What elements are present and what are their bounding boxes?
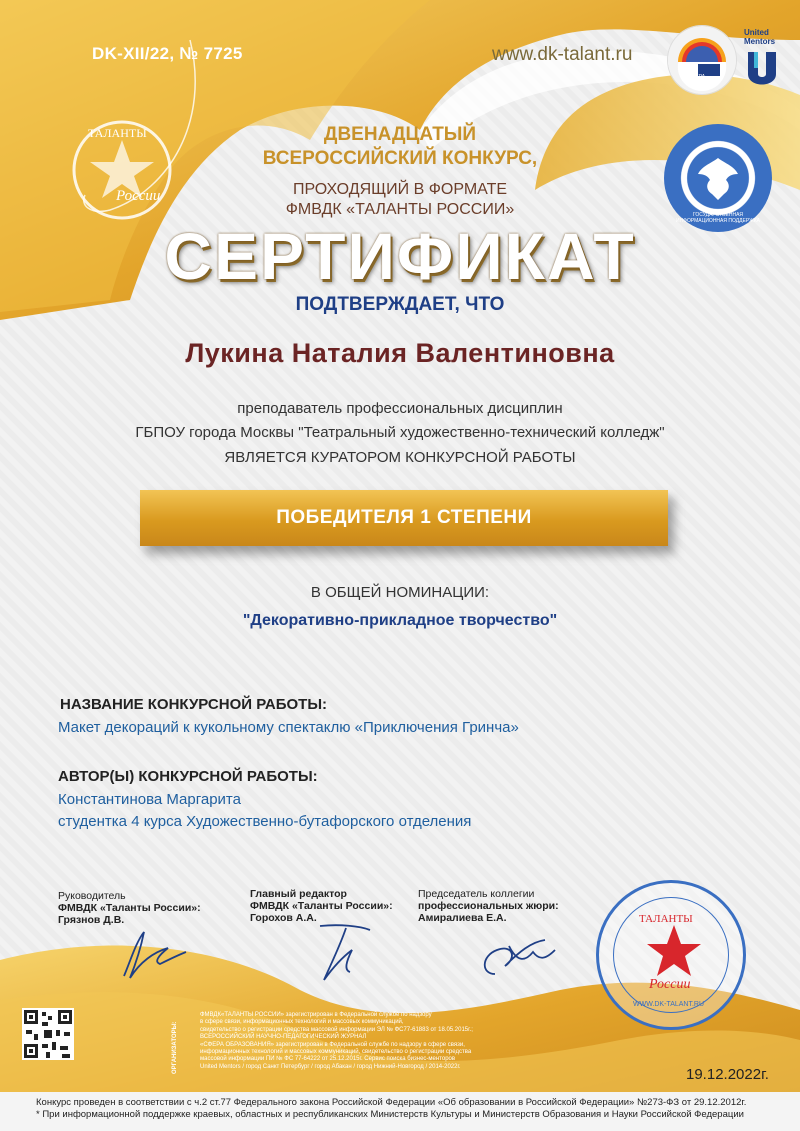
work-title-label: НАЗВАНИЕ КОНКУРСНОЙ РАБОТЫ: — [60, 696, 328, 713]
united-label: United — [744, 28, 769, 37]
sig1-org: ФМВДК «Таланты России»: — [58, 902, 201, 914]
sig3-role: Председатель коллегии — [418, 888, 535, 900]
talanty-logo-text-bottom: России — [116, 188, 161, 204]
author-name: Константинова Маргарита — [58, 791, 241, 808]
confirms-text: ПОДТВЕРЖДАЕТ, ЧТО — [295, 294, 505, 315]
legal-line: ВСЕРОССИЙСКИЙ НАУЧНО-ПЕДАГОГИЧЕСКИЙ ЖУРНАЛ — [200, 1034, 367, 1041]
recipient-position: преподаватель профессиональных дисциплин — [237, 400, 563, 417]
official-stamp — [596, 880, 746, 1030]
um-icon — [744, 48, 780, 90]
legal-text — [200, 1012, 520, 1071]
footer-law: Конкурс проведен в соответствии с ч.2 ст.77 Федерального закона Российской Федерации «Об образовании в Российской Федерации» №273-ФЗ от 29.12.2012г. — [36, 1097, 747, 1108]
sig1-person: Грязнов Д.В. — [58, 914, 125, 926]
nomination-value: "Декоративно-прикладное творчество" — [242, 612, 558, 629]
organizers-label: ОРГАНИЗАТОРЫ: — [172, 1021, 178, 1074]
footer-support: * При информационной поддержке краевых, областных и республиканских Министерств Культуры и Министерств Образования и Науки Российской Федерации — [36, 1109, 744, 1120]
nomination-label: В ОБЩЕЙ НОМИНАЦИИ: — [310, 584, 490, 601]
legal-line: информационных технологий и массовых коммуникаций, свидетельство о регистрации средства — [200, 1049, 472, 1056]
sfera-label: СФЕРА образования — [688, 74, 718, 86]
signature-block-1 — [58, 890, 201, 926]
recipient-organization: ГБПОУ города Москвы "Театральный художественно-технический колледж" — [135, 424, 665, 441]
gov-support-text: ГОСУДАРСТВЕННАЯ ИНФОРМАЦИОННАЯ ПОДДЕРЖКА — [675, 212, 761, 224]
issue-date: 19.12.2022г. — [686, 1066, 769, 1083]
stamp-star-icon — [643, 921, 705, 983]
qr-code[interactable] — [22, 1008, 74, 1060]
author-info: студентка 4 курса Художественно-бутафорского отделения — [58, 813, 472, 830]
stamp-text-top: ТАЛАНТЫ — [639, 913, 693, 925]
legal-line: массовой информации ПИ № ФС 77-64222 от 25.12.2015г. Сервис поиска бизнес-менторов — [200, 1056, 456, 1063]
work-title-value: Макет декораций к кукольному спектаклю «Приключения Гринча» — [58, 719, 519, 736]
talanty-logo-text-top: ТАЛАНТЫ — [88, 126, 147, 140]
signature-scribble-3 — [455, 922, 565, 982]
recipient-role: ЯВЛЯЕТСЯ КУРАТОРОМ КОНКУРСНОЙ РАБОТЫ — [224, 449, 576, 466]
legal-line: United Mentors / город Санкт Петербург / город Абакан / город Нижний-Новгород / 2014-2022г. — [200, 1063, 461, 1070]
certificate-title: СЕРТИФИКАТ — [164, 219, 636, 293]
legal-line: ФМВДК«ТАЛАНТЫ РОССИИ» зарегистрирован в Федеральной службе по надзору — [200, 1012, 432, 1018]
contest-format: ПРОХОДЯЩИЙ В ФОРМАТЕ — [292, 181, 508, 198]
certificate-serial: DK-XII/22, № 7725 — [92, 44, 243, 63]
sig1-role: Руководитель — [58, 890, 126, 902]
sig2-org: ФМВДК «Таланты России»: — [250, 900, 393, 912]
sig2-role: Главный редактор — [250, 888, 347, 900]
recipient-name: Лукина Наталия Валентиновна — [185, 338, 615, 368]
stamp-text-bottom: России — [649, 977, 691, 992]
united-mentors-logo — [744, 28, 784, 95]
authors-label: АВТОР(Ы) КОНКУРСНОЙ РАБОТЫ: — [58, 768, 318, 785]
site-url[interactable]: www.dk-talant.ru — [492, 44, 633, 65]
stamp-site: WWW.DK-TALANT.RU — [633, 1001, 705, 1008]
sig2-person: Горохов А.А. — [250, 912, 317, 924]
signature-scribble-1 — [110, 922, 200, 982]
contest-ordinal: ДВЕНАДЦАТЫЙ — [323, 124, 477, 145]
signature-block-3 — [418, 888, 559, 924]
legal-line: свидетельство о регистрации средства массовой информации ЭЛ № ФС77-61883 от 18.05.2015г.; — [200, 1026, 473, 1033]
signature-scribble-2 — [300, 916, 390, 986]
legal-line: в сфере связи, информационных технологий и массовых коммуникаций, — [200, 1019, 404, 1026]
award-banner: ПОБЕДИТЕЛЯ 1 СТЕПЕНИ — [140, 490, 668, 546]
contest-type: ВСЕРОССИЙСКИЙ КОНКУРС, — [262, 148, 538, 169]
sig3-org: профессиональных жюри: — [418, 900, 559, 912]
sig3-person: Амиралиева Е.А. — [418, 912, 507, 924]
contest-format-name: ФМВДК «ТАЛАНТЫ РОССИИ» — [285, 201, 515, 218]
legal-line: «СФЕРА ОБРАЗОВАНИЯ» зарегистрирован в Федеральной службе по надзору в сфере связи, — [200, 1041, 465, 1048]
mentors-label: Mentors — [744, 37, 776, 46]
